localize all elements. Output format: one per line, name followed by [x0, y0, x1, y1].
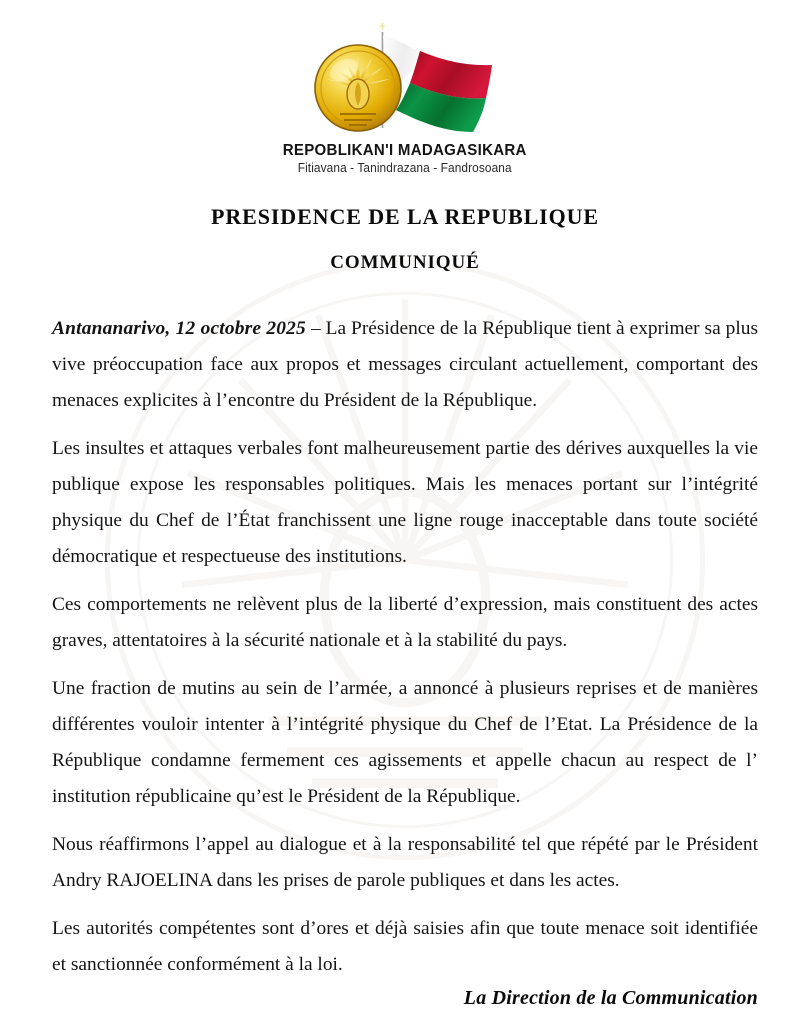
- emblem-caption-primary: REPOBLIKAN'I MADAGASIKARA: [283, 142, 527, 159]
- paragraph-5: Nous réaffirmons l’appel au dialogue et à la responsabilité tel que répété par le Président Andry RAJOELINA dans les prises de parole publiques et dans les actes.: [52, 834, 758, 891]
- paragraph-1: [52, 311, 758, 419]
- paragraph-2: Les insultes et attaques verbales font malheureusement partie des dérives auxquelles la vie publique expose les responsables politiques. Mais les menaces portant sur l’intégrité physique du Chef de l’État franchissent une ligne rouge inacceptable dans toute société démocratique et respectueuse des institutions.: [52, 438, 758, 567]
- page-title: PRESIDENCE DE LA REPUBLIQUE: [211, 204, 599, 229]
- paragraph-4: Une fraction de mutins au sein de l’armée, a annoncé à plusieurs reprises et de manières différentes vouloir intenter à l’intégrité physique du Chef de l’Etat. La Présidence de la République condamne fermement ces agissements et appelle chacun au respect de l’ institution républicaine qu’est le Président de la République.: [52, 678, 758, 807]
- document-body: [52, 274, 758, 983]
- datestamp: Antananarivo, 12 octobre 2025: [52, 318, 306, 339]
- date-separator: –: [305, 318, 326, 339]
- paragraph-6: Les autorités compétentes sont d’ores et déjà saisies afin que toute menace soit identifiée et sanctionnée conformément à la loi.: [52, 918, 758, 975]
- madagascar-coat-of-arms-emblem: [296, 22, 514, 142]
- paragraph-1-text: La Présidence de la République tient à exprimer sa plus vive préoccupation face aux propos et messages circulant actuellement, comportant des menaces explicites à l’encontre du Président de la République.: [52, 318, 759, 411]
- emblem-caption-motto: Fitiavana - Tanindrazana - Fandrosoana: [298, 160, 512, 175]
- page-subtitle: COMMUNIQUÉ: [330, 252, 480, 273]
- signature-line: La Direction de la Communication: [463, 987, 758, 1009]
- gold-medallion-icon: [315, 45, 401, 131]
- paragraph-3: Ces comportements ne relèvent plus de la liberté d’expression, mais constituent des actes graves, attentatoires à la sécurité nationale et à la stabilité du pays.: [52, 594, 758, 651]
- letterhead: [0, 0, 810, 174]
- emblem-caption: [279, 143, 530, 174]
